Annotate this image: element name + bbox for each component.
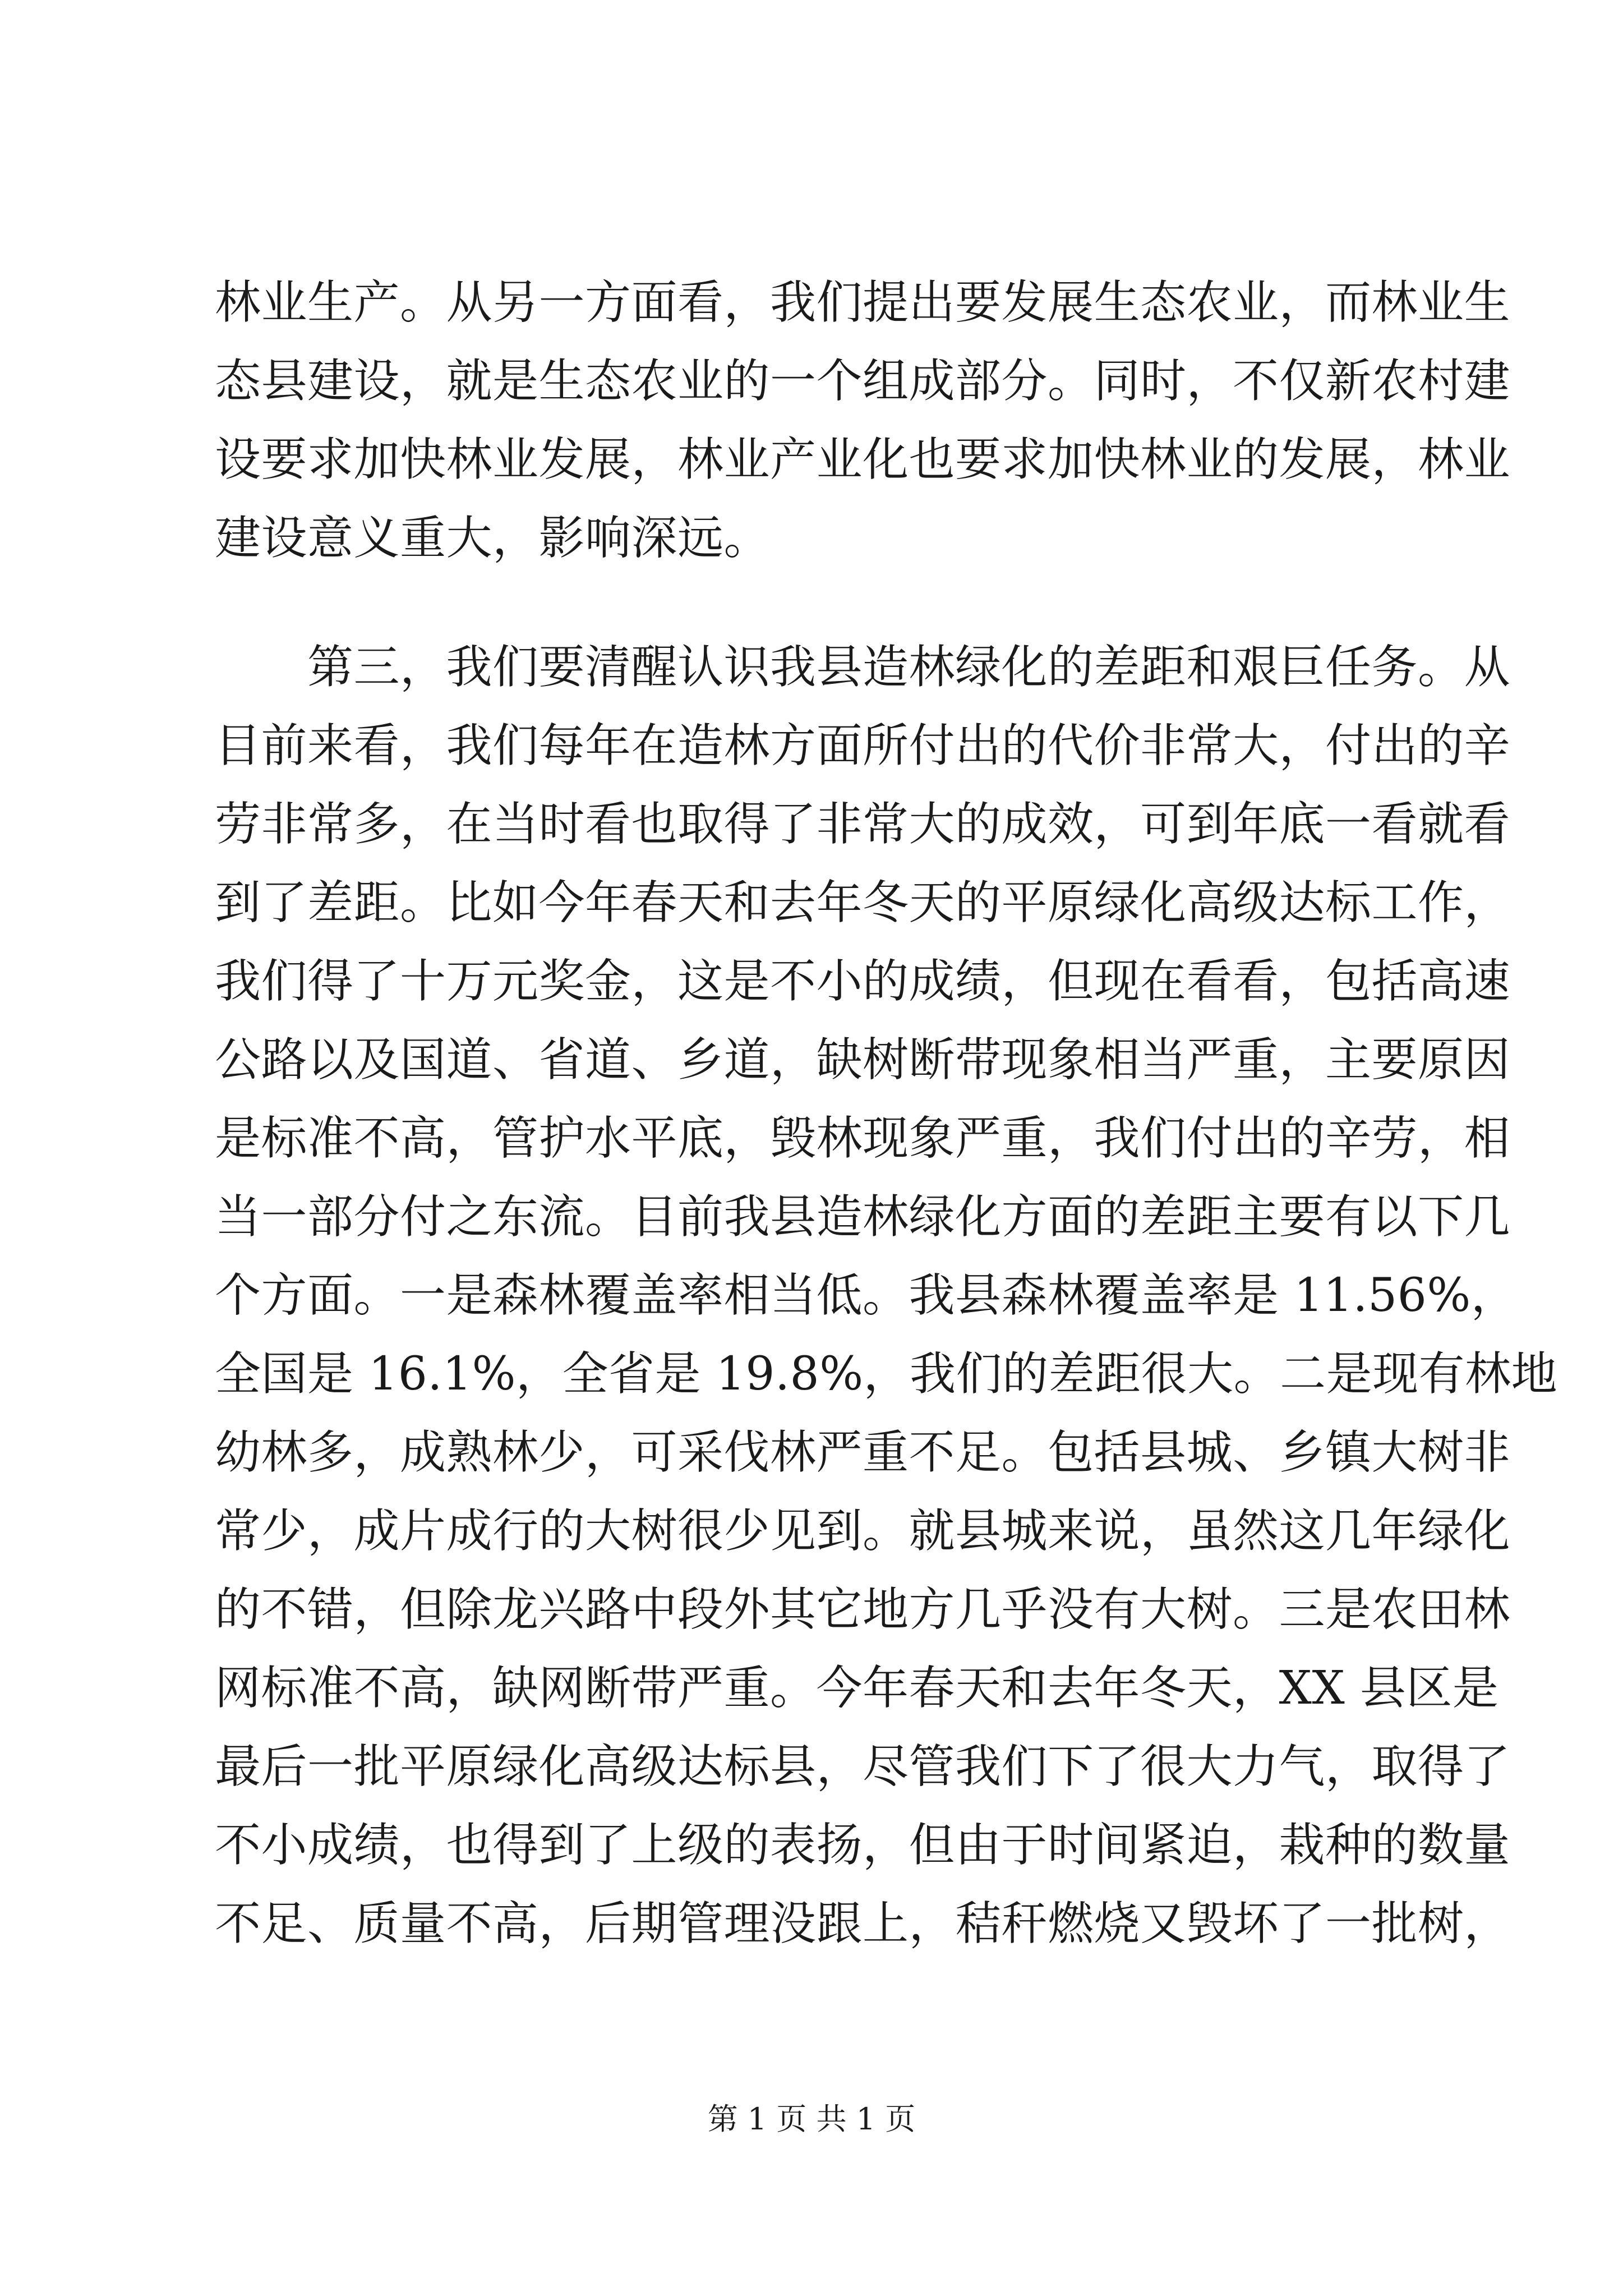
- text-line: 最后一批平原绿化高级达标县，尽管我们下了很大力气，取得了: [215, 1740, 1511, 1793]
- text-line: 态县建设，就是生态农业的一个组成部分。同时，不仅新农村建: [215, 355, 1511, 408]
- text-line: 常少，成片成行的大树很少见到。就县城来说，虽然这几年绿化: [215, 1504, 1511, 1558]
- text-line: 网标准不高，缺网断带严重。今年春天和去年冬天，XX 县区是: [215, 1662, 1499, 1715]
- text-line: 设要求加快林业发展，林业产业化也要求加快林业的发展，林业: [215, 433, 1511, 486]
- text-line: 不足、质量不高，后期管理没跟上，秸秆燃烧又毁坏了一批树，: [215, 1897, 1511, 1950]
- text-line: 当一部分付之东流。目前我县造林绿化方面的差距主要有以下几: [215, 1190, 1511, 1244]
- text-line: 到了差距。比如今年春天和去年冬天的平原绿化高级达标工作，: [215, 876, 1511, 930]
- text-line: 目前来看，我们每年在造林方面所付出的代价非常大，付出的辛: [215, 719, 1511, 772]
- text-line: 我们得了十万元奖金，这是不小的成绩，但现在看看，包括高速: [215, 955, 1511, 1008]
- text-line: 全国是 16.1%，全省是 19.8%，我们的差距很大。二是现有林地: [215, 1347, 1558, 1401]
- text-line: 林业生产。从另一方面看，我们提出要发展生态农业，而林业生: [215, 276, 1511, 329]
- text-line: 建设意义重大，影响深远。: [215, 512, 771, 565]
- text-line: 是标准不高，管护水平底，毁林现象严重，我们付出的辛劳，相: [215, 1112, 1511, 1165]
- text-line: 第三，我们要清醒认识我县造林绿化的差距和艰巨任务。从: [215, 641, 1511, 694]
- page-footer: 第 1 页 共 1 页: [707, 2101, 916, 2137]
- text-line: 公路以及国道、省道、乡道，缺树断带现象相当严重，主要原因: [215, 1033, 1511, 1087]
- text-line: 幼林多，成熟林少，可采伐林严重不足。包括县城、乡镇大树非: [215, 1426, 1511, 1479]
- text-line: 不小成绩，也得到了上级的表扬，但由于时间紧迫，栽种的数量: [215, 1819, 1511, 1872]
- text-line: 个方面。一是森林覆盖率相当低。我县森林覆盖率是 11.56%，: [215, 1269, 1518, 1322]
- text-line: 劳非常多，在当时看也取得了非常大的成效，可到年底一看就看: [215, 798, 1511, 851]
- text-line: 的不错，但除龙兴路中段外其它地方几乎没有大树。三是农田林: [215, 1583, 1511, 1636]
